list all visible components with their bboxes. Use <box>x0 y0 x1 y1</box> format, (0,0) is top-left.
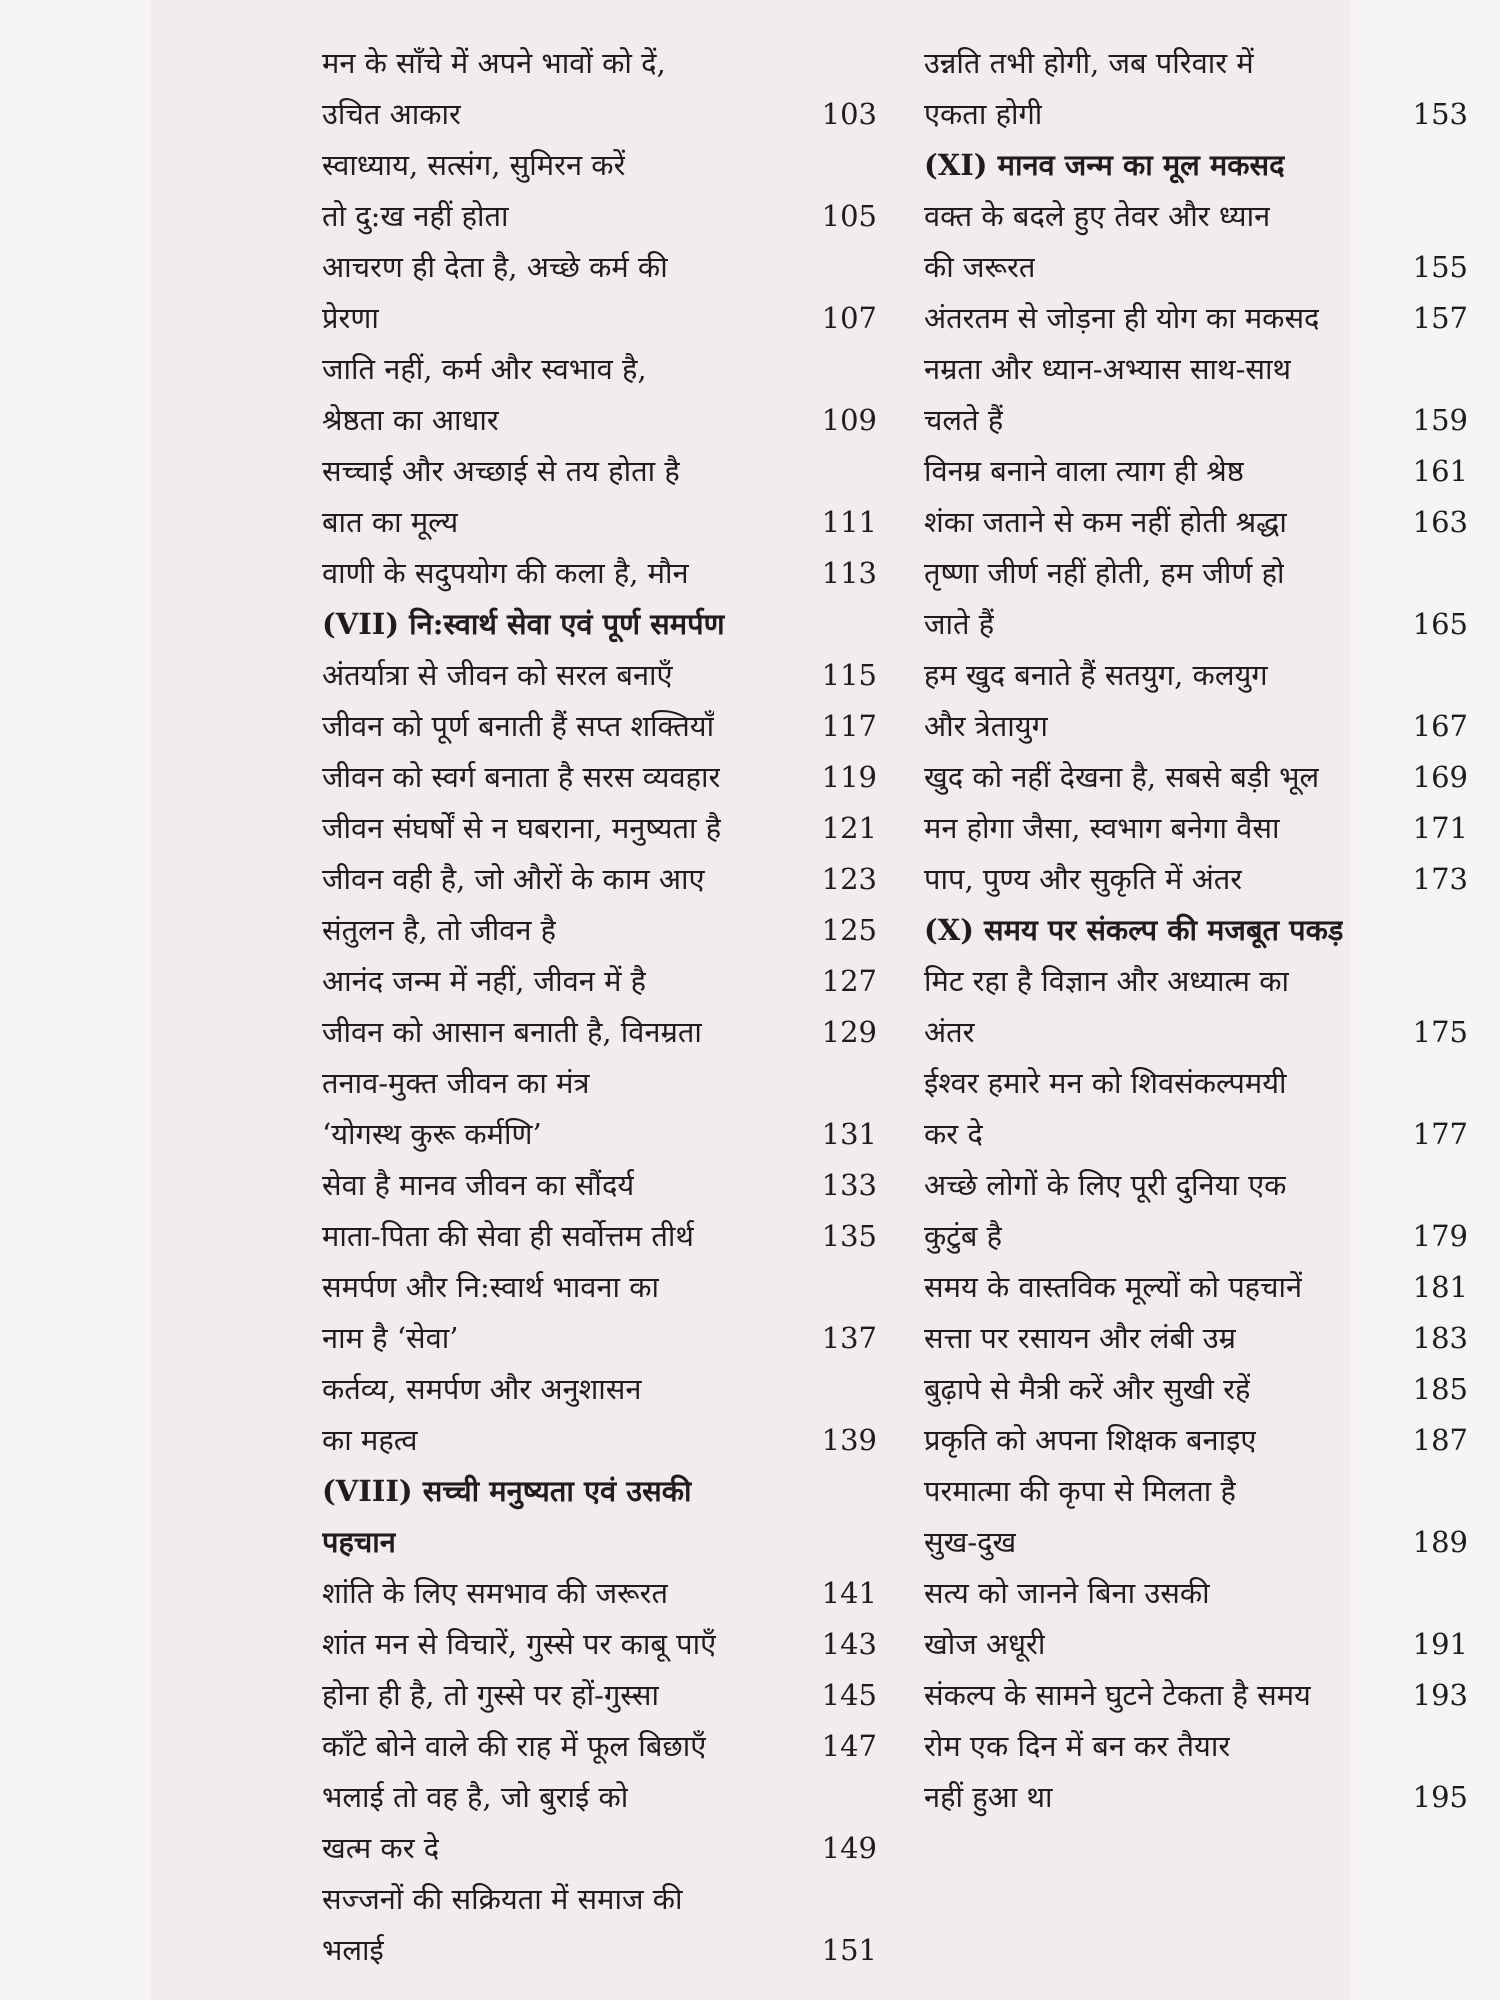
toc-entry <box>322 446 877 497</box>
page-number <box>1460 38 1468 89</box>
page-number: 181 <box>1412 1270 1468 1304</box>
toc-entry <box>924 1313 1468 1364</box>
toc-entry <box>924 1211 1468 1262</box>
entry-title: प्रेरणा <box>322 301 379 335</box>
toc-entry <box>924 497 1468 548</box>
toc-entry <box>924 650 1468 701</box>
page-number: 125 <box>821 913 877 947</box>
toc-entry <box>924 803 1468 854</box>
toc-entry <box>924 89 1468 140</box>
toc-entry <box>924 1364 1468 1415</box>
section-heading <box>322 1466 877 1517</box>
entry-title: स्वाध्याय, सत्संग, सुमिरन करें <box>322 148 626 182</box>
toc-entry <box>924 38 1468 89</box>
toc-entry <box>322 1313 877 1364</box>
toc-entry <box>322 1262 877 1313</box>
entry-title: का महत्व <box>322 1423 418 1457</box>
toc-entry <box>322 650 877 701</box>
toc-entry <box>924 1466 1468 1517</box>
entry-title: नम्रता और ध्यान-अभ्यास साथ-साथ <box>924 352 1292 386</box>
entry-title: माता-पिता की सेवा ही सर्वोत्तम तीर्थ <box>322 1219 694 1253</box>
entry-title: पाप, पुण्य और सुकृति में अंतर <box>924 862 1243 896</box>
toc-entry <box>322 1007 877 1058</box>
entry-title: उचित आकार <box>322 97 461 131</box>
toc-entry <box>322 956 877 1007</box>
toc-entry <box>924 1058 1468 1109</box>
toc-entry <box>322 1874 877 1925</box>
entry-title: जीवन को स्वर्ग बनाता है सरस व्यवहार <box>322 760 721 794</box>
entry-title: तो दु:ख नहीं होता <box>322 199 509 233</box>
toc-entry <box>924 1517 1468 1568</box>
toc-entry <box>924 1415 1468 1466</box>
entry-title: आनंद जन्म में नहीं, जीवन में है <box>322 964 647 998</box>
entry-title: ‘योगस्थ कुरू कर्मणि’ <box>322 1117 542 1151</box>
entry-title: समर्पण और नि:स्वार्थ भावना का <box>322 1270 660 1304</box>
toc-entry <box>322 701 877 752</box>
entry-title: की जरूरत <box>924 250 1036 284</box>
page-number: 177 <box>1412 1117 1468 1151</box>
toc-entry <box>322 191 877 242</box>
entry-title: नहीं हुआ था <box>924 1780 1053 1814</box>
toc-entry <box>322 1568 877 1619</box>
page-number: 175 <box>1412 1015 1468 1049</box>
page-number: 173 <box>1412 862 1468 896</box>
toc-entry <box>322 395 877 446</box>
entry-title: जीवन संघर्षों से न घबराना, मनुष्यता है <box>322 811 722 845</box>
page-number <box>1460 1058 1468 1109</box>
toc-entry <box>924 701 1468 752</box>
page-number: 117 <box>821 709 877 743</box>
entry-title: जाते हैं <box>924 607 995 641</box>
page-number: 143 <box>821 1627 877 1661</box>
entry-title: अंतर्यात्रा से जीवन को सरल बनाएँ <box>322 658 673 692</box>
page-number: 113 <box>821 556 877 590</box>
page-number: 167 <box>1412 709 1468 743</box>
entry-title: शंका जताने से कम नहीं होती श्रद्धा <box>924 505 1287 539</box>
entry-title: जीवन को पूर्ण बनाती हैं सप्त शक्तियाँ <box>322 709 715 743</box>
entry-title: भलाई तो वह है, जो बुराई को <box>322 1780 629 1814</box>
section-heading <box>322 599 877 650</box>
toc-entry <box>322 497 877 548</box>
toc-entry <box>322 1670 877 1721</box>
entry-title: श्रेष्ठता का आधार <box>322 403 499 437</box>
entry-title: ईश्वर हमारे मन को शिवसंकल्पमयी <box>924 1066 1287 1100</box>
toc-entry <box>322 1619 877 1670</box>
toc-entry <box>322 1415 877 1466</box>
toc-entry <box>322 38 877 89</box>
toc-entry <box>322 1772 877 1823</box>
entry-title: खोज अधूरी <box>924 1627 1046 1661</box>
entry-title: बात का मूल्य <box>322 505 459 539</box>
entry-title: मिट रहा है विज्ञान और अध्यात्म का <box>924 964 1289 998</box>
page-number: 123 <box>821 862 877 896</box>
toc-entry <box>924 1007 1468 1058</box>
toc-entry <box>322 1364 877 1415</box>
entry-title: बुढ़ापे से मैत्री करें और सुखी रहें <box>924 1372 1251 1406</box>
toc-entry <box>322 752 877 803</box>
entry-title: संतुलन है, तो जीवन है <box>322 913 557 947</box>
entry-title: कुटुंब है <box>924 1219 1003 1253</box>
toc-entry <box>924 1262 1468 1313</box>
entry-title: जाति नहीं, कर्म और स्वभाव है, <box>322 352 647 386</box>
section-heading <box>924 140 1468 191</box>
page-number <box>1460 1466 1468 1517</box>
entry-title: सच्चाई और अच्छाई से तय होता है <box>322 454 680 488</box>
page-number <box>1460 650 1468 701</box>
toc-entry <box>322 242 877 293</box>
toc-entry <box>322 293 877 344</box>
entry-title: सुख-दुख <box>924 1525 1017 1559</box>
entry-title: सत्य को जानने बिना उसकी <box>924 1576 1210 1610</box>
toc-entry <box>924 548 1468 599</box>
entry-title: खुद को नहीं देखना है, सबसे बड़ी भूल <box>924 760 1320 794</box>
entry-title: संकल्प के सामने घुटने टेकता है समय <box>924 1678 1311 1712</box>
page-number: 147 <box>821 1729 877 1763</box>
page-number: 129 <box>821 1015 877 1049</box>
page-number: 109 <box>821 403 877 437</box>
page-number: 145 <box>821 1678 877 1712</box>
section-heading <box>322 1517 877 1568</box>
toc-entry <box>924 191 1468 242</box>
entry-title: (XI) मानव जन्म का मूल मकसद <box>924 148 1285 182</box>
entry-title: और त्रेतायुग <box>924 709 1048 743</box>
page-number: 135 <box>821 1219 877 1253</box>
page-number <box>869 1364 877 1415</box>
page-number: 171 <box>1412 811 1468 845</box>
toc-entry <box>924 395 1468 446</box>
page-number <box>1460 1568 1468 1619</box>
toc-entry <box>322 344 877 395</box>
toc-entry <box>924 446 1468 497</box>
page-number: 107 <box>821 301 877 335</box>
entry-title: अंतरतम से जोड़ना ही योग का मकसद <box>924 301 1320 335</box>
toc-entry <box>924 293 1468 344</box>
entry-title: कर दे <box>924 1117 983 1151</box>
toc-entry <box>322 1160 877 1211</box>
toc-entry <box>322 89 877 140</box>
entry-title: जीवन को आसान बनाती है, विनम्रता <box>322 1015 702 1049</box>
section-heading <box>924 905 1468 956</box>
page-number <box>1460 191 1468 242</box>
book-page <box>150 0 1468 2000</box>
page-number: 185 <box>1412 1372 1468 1406</box>
page-number: 111 <box>821 505 877 539</box>
entry-title: आचरण ही देता है, अच्छे कर्म की <box>322 250 668 284</box>
page-number <box>869 242 877 293</box>
entry-title: चलते हैं <box>924 403 1004 437</box>
toc-entry <box>322 905 877 956</box>
page-number <box>1460 905 1468 956</box>
page-number: 131 <box>821 1117 877 1151</box>
entry-title: शांत मन से विचारें, गुस्से पर काबू पाएँ <box>322 1627 717 1661</box>
page-number: 157 <box>1412 301 1468 335</box>
toc-entry <box>322 1721 877 1772</box>
toc-entry <box>322 1823 877 1874</box>
page-number: 169 <box>1412 760 1468 794</box>
page-number: 105 <box>821 199 877 233</box>
page-number: 165 <box>1412 607 1468 641</box>
page-number: 163 <box>1412 505 1468 539</box>
page-number: 151 <box>821 1933 877 1967</box>
page-number <box>869 140 877 191</box>
toc-entry <box>322 1211 877 1262</box>
toc-entry <box>322 140 877 191</box>
entry-title: हम खुद बनाते हैं सतयुग, कलयुग <box>924 658 1268 692</box>
page-number <box>869 1262 877 1313</box>
page-number: 103 <box>821 97 877 131</box>
toc-entry <box>924 1721 1468 1772</box>
page-number: 119 <box>821 760 877 794</box>
page-number <box>869 38 877 89</box>
entry-title: विनम्र बनाने वाला त्याग ही श्रेष्ठ <box>924 454 1244 488</box>
toc-entry <box>924 1619 1468 1670</box>
toc-entry <box>924 956 1468 1007</box>
toc-entry <box>322 803 877 854</box>
page-number: 189 <box>1412 1525 1468 1559</box>
page-number: 187 <box>1412 1423 1468 1457</box>
page-number: 149 <box>821 1831 877 1865</box>
entry-title: तृष्णा जीर्ण नहीं होती, हम जीर्ण हो <box>924 556 1285 590</box>
entry-title: अंतर <box>924 1015 975 1049</box>
page-number: 195 <box>1412 1780 1468 1814</box>
page-number <box>869 1058 877 1109</box>
toc-entry <box>322 1109 877 1160</box>
entry-title: प्रकृति को अपना शिक्षक बनाइए <box>924 1423 1257 1457</box>
page-number <box>869 344 877 395</box>
entry-title: रोम एक दिन में बन कर तैयार <box>924 1729 1231 1763</box>
page-number: 141 <box>821 1576 877 1610</box>
toc-entry <box>924 1109 1468 1160</box>
toc-entry <box>924 1568 1468 1619</box>
entry-title: कर्तव्य, समर्पण और अनुशासन <box>322 1372 642 1406</box>
entry-title: पहचान <box>322 1525 396 1559</box>
page-number: 159 <box>1412 403 1468 437</box>
page-number <box>869 1466 877 1517</box>
page-number: 161 <box>1412 454 1468 488</box>
toc-entry <box>322 854 877 905</box>
entry-title: शांति के लिए समभाव की जरूरत <box>322 1576 669 1610</box>
page-number <box>869 599 877 650</box>
entry-title: उन्नति तभी होगी, जब परिवार में <box>924 46 1254 80</box>
page-number <box>1460 1160 1468 1211</box>
page-number <box>1460 956 1468 1007</box>
page-number <box>869 446 877 497</box>
page-number: 115 <box>821 658 877 692</box>
entry-title: नाम है ‘सेवा’ <box>322 1321 459 1355</box>
toc-left-column <box>322 38 877 1976</box>
page-number: 179 <box>1412 1219 1468 1253</box>
toc-entry <box>924 1160 1468 1211</box>
entry-title: होना ही है, तो गुस्से पर हों-गुस्सा <box>322 1678 659 1712</box>
page-number <box>1460 548 1468 599</box>
entry-title: वाणी के सदुपयोग की कला है, मौन <box>322 556 689 590</box>
page-number: 137 <box>821 1321 877 1355</box>
page-number: 139 <box>821 1423 877 1457</box>
toc-entry <box>322 548 877 599</box>
toc-entry <box>924 854 1468 905</box>
page-number: 155 <box>1412 250 1468 284</box>
entry-title: जीवन वही है, जो औरों के काम आए <box>322 862 705 896</box>
page-number: 133 <box>821 1168 877 1202</box>
toc-entry <box>924 599 1468 650</box>
page-number: 127 <box>821 964 877 998</box>
toc-entry <box>924 1772 1468 1823</box>
entry-title: समय के वास्तविक मूल्यों को पहचानें <box>924 1270 1303 1304</box>
toc-entry <box>924 752 1468 803</box>
page-number <box>1460 344 1468 395</box>
entry-title: (VII) नि:स्वार्थ सेवा एवं पूर्ण समर्पण <box>322 607 725 641</box>
entry-title: अच्छे लोगों के लिए पूरी दुनिया एक <box>924 1168 1287 1202</box>
entry-title: (VIII) सच्ची मनुष्यता एवं उसकी <box>322 1474 692 1508</box>
page-number <box>869 1874 877 1925</box>
entry-title: खत्म कर दे <box>322 1831 440 1865</box>
page-number: 153 <box>1412 97 1468 131</box>
entry-title: एकता होगी <box>924 97 1043 131</box>
page-number <box>869 1517 877 1568</box>
entry-title: सज्जनों की सक्रियता में समाज की <box>322 1882 683 1916</box>
entry-title: काँटे बोने वाले की राह में फूल बिछाएँ <box>322 1729 707 1763</box>
toc-entry <box>322 1058 877 1109</box>
toc-entry <box>924 1670 1468 1721</box>
page-number <box>1460 140 1468 191</box>
entry-title: (X) समय पर संकल्प की मजबूत पकड़ <box>924 913 1344 947</box>
toc-entry <box>924 344 1468 395</box>
page-number <box>1460 1721 1468 1772</box>
entry-title: भलाई <box>322 1933 384 1967</box>
entry-title: मन होगा जैसा, स्वभाग बनेगा वैसा <box>924 811 1280 845</box>
page-number: 193 <box>1412 1678 1468 1712</box>
toc-entry <box>924 242 1468 293</box>
entry-title: सत्ता पर रसायन और लंबी उम्र <box>924 1321 1236 1355</box>
entry-title: वक्त के बदले हुए तेवर और ध्यान <box>924 199 1271 233</box>
toc-right-column <box>924 38 1468 1823</box>
entry-title: मन के साँचे में अपने भावों को दें, <box>322 46 666 80</box>
entry-title: परमात्मा की कृपा से मिलता है <box>924 1474 1236 1508</box>
page-number: 121 <box>821 811 877 845</box>
toc-entry <box>322 1925 877 1976</box>
entry-title: तनाव-मुक्त जीवन का मंत्र <box>322 1066 590 1100</box>
entry-title: सेवा है मानव जीवन का सौंदर्य <box>322 1168 635 1202</box>
page-number: 191 <box>1412 1627 1468 1661</box>
page-number: 183 <box>1412 1321 1468 1355</box>
page-number <box>869 1772 877 1823</box>
